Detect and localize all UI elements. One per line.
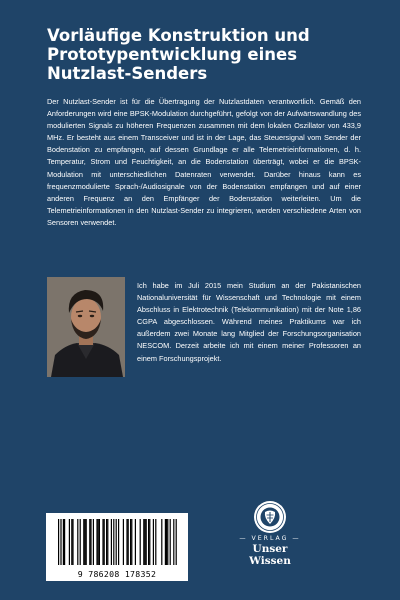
- barcode-bar: [113, 519, 114, 565]
- publisher-seal-icon: [253, 500, 287, 534]
- barcode-bar: [173, 519, 174, 565]
- barcode-bar: [118, 519, 119, 565]
- barcode-bar: [176, 519, 177, 565]
- author-photo: [47, 277, 125, 377]
- barcode-bar: [104, 519, 105, 565]
- barcode-bar: [126, 519, 127, 565]
- barcode-bar: [116, 519, 117, 565]
- title-line-2: Prototypentwicklung eines: [47, 45, 298, 64]
- barcode-bar: [60, 519, 61, 565]
- barcode-bar: [130, 519, 131, 565]
- title-line-3: Nutzlast-Senders: [47, 64, 208, 83]
- barcode-bar: [128, 519, 129, 565]
- barcode-bar: [161, 519, 162, 565]
- barcode-bar: [155, 519, 156, 565]
- barcode-bar: [148, 519, 149, 565]
- barcode-bars: [46, 513, 188, 571]
- barcode-bar: [96, 519, 97, 565]
- barcode-bar: [89, 519, 90, 565]
- barcode-bar: [153, 519, 154, 565]
- barcode-bar: [86, 519, 87, 565]
- barcode-bar: [135, 519, 136, 565]
- title-line-1: Vorläufige Konstruktion und: [47, 26, 310, 45]
- barcode-bar: [64, 519, 65, 565]
- barcode-bar: [80, 519, 81, 565]
- barcode-bar: [140, 519, 141, 565]
- barcode-bar: [167, 519, 168, 565]
- barcode-bar: [83, 519, 84, 565]
- book-description: Der Nutzlast-Sender ist für die Übertragung der Nutzlastdaten verantwortlich. Gemäß den Anforderungen wird eine BPSK-Modulation durchgeführt, gefolgt von der Aufwärtswandlung des modulierten Signals zu höheren Frequenzen zusammen mit dem lokalen Oszillator von 433,9 MHz. Er besteht aus einem Transceiver und ist in der Lage, das Steuersignal vom Sender der Bodenstation zu empfangen, auf dessen Grundlage er alle Telemetrieinformationen, d. h. Temperatur, Strom und Feuchtigkeit, an die Bodenstation überträgt, wobei er die BPSK-Modulation mit unterschiedlichen Datenraten verwendet. Darüber hinaus kann es frequenzmodulierte Sprach-/Audiosignale von der Bodenstation empfangen und auf einer anderen Frequenz an den Empfänger der Bodenstation weiterleiten. Um die Telemetrieinformationen in den Nutzlast-Sender zu integrieren, werden verschiedene Arten von Sensoren verwendet.: [47, 97, 361, 227]
- barcode-bar: [84, 519, 85, 565]
- barcode-bar: [123, 519, 124, 565]
- barcode-bar: [71, 519, 72, 565]
- barcode-bar: [111, 519, 112, 565]
- barcode-bar: [165, 519, 166, 565]
- barcode-bar: [166, 519, 167, 565]
- author-bio: Ich habe im Juli 2015 mein Studium an der Pakistanischen Nationaluniversität für Wissenschaft und Technologie mit einem Abschluss in Elektrotechnik (Telekommunikation) mit der Note 1,86 CGPA abgeschlossen. Während meines Praktikums war ich außerdem zwei Monate lang Mitglied der Forschungsorganisation NESCOM. Derzeit arbeite ich mit einem meiner Professoren an einem Forschungsprojekt.: [137, 281, 361, 363]
- barcode-bar: [149, 519, 150, 565]
- barcode-bar: [63, 519, 64, 565]
- barcode-bar: [72, 519, 73, 565]
- barcode-bar: [77, 519, 78, 565]
- barcode-bar: [90, 519, 91, 565]
- barcode-bar: [107, 519, 108, 565]
- barcode-bar: [98, 519, 99, 565]
- barcode-bar: [69, 519, 70, 565]
- barcode-bar: [106, 519, 107, 565]
- barcode-bar: [58, 519, 59, 565]
- barcode-bar: [143, 519, 144, 565]
- barcode-bar: [170, 519, 171, 565]
- isbn-barcode: [46, 513, 188, 581]
- publisher-logo: [230, 500, 310, 567]
- barcode-bar: [144, 519, 145, 565]
- barcode-bar: [131, 519, 132, 565]
- publisher-name: Unser Wissen: [249, 543, 291, 567]
- barcode-bar: [146, 519, 147, 565]
- barcode-bar: [99, 519, 100, 565]
- barcode-bar: [93, 519, 94, 565]
- book-title: [47, 26, 367, 83]
- publisher-verlag-label: — VERLAG —: [239, 535, 301, 542]
- isbn-digits: 9 786208 178352: [77, 569, 157, 579]
- author-portrait-image: [47, 277, 125, 377]
- barcode-bar: [102, 519, 103, 565]
